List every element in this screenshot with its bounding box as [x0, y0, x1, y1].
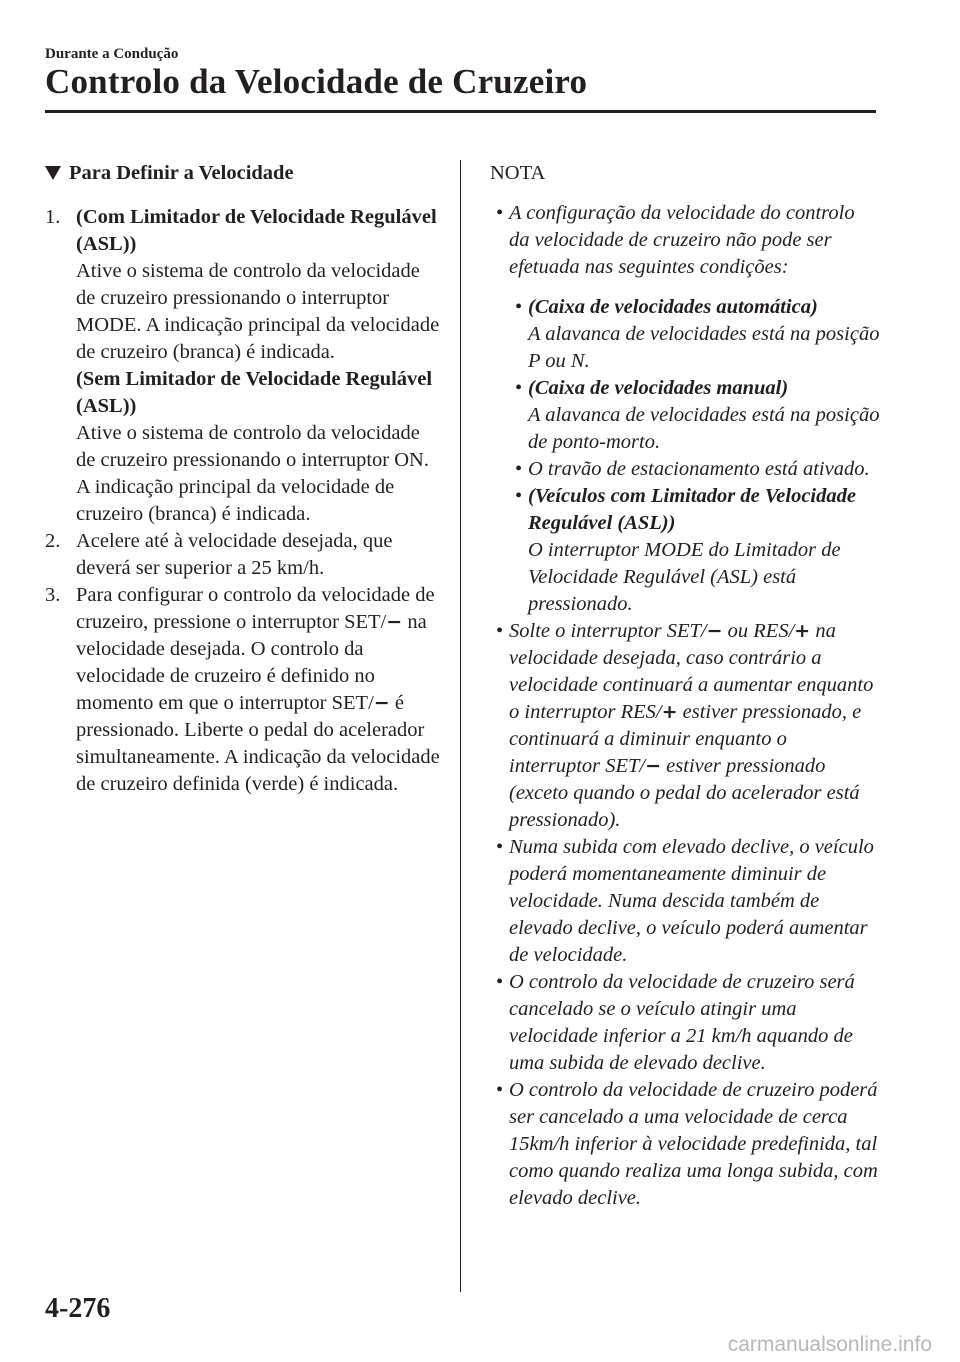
- bullet-icon: •: [496, 836, 504, 858]
- bullet-icon: •: [496, 620, 504, 642]
- minus-icon: −: [386, 611, 403, 633]
- note-5-text: O controlo da velocidade de cruzeiro poderá ser cancelado a uma velocidade de cerca 15km/h inferior à velocidade predefinida, tal como quando realiza uma longa subida, com elevado declive.: [509, 1079, 878, 1209]
- condition-item: [509, 483, 880, 618]
- step-3-text-part: Para configurar o controlo da velocidade de cruzeiro, pressione o interruptor SET/: [76, 584, 435, 633]
- left-column: [45, 160, 440, 798]
- notes-list: [490, 200, 880, 1212]
- step-3-text-part: é pressionado. Liberte o pedal do acelerador simultaneamente. A indicação da velocidade de cruzeiro definida (verde) é indicada.: [76, 692, 440, 795]
- condition-text: A alavanca de velocidades está na posição de ponto-morto.: [528, 404, 880, 453]
- condition-text: O travão de estacionamento está ativado.: [528, 458, 870, 480]
- chapter-label: Durante a Condução: [45, 46, 179, 62]
- steps-list: [45, 204, 440, 798]
- minus-icon: −: [373, 692, 390, 714]
- note-item: [490, 1077, 880, 1212]
- note-2-text: [509, 618, 880, 834]
- note-2-text-part: ou RES/: [722, 620, 795, 642]
- note-1-conditions: [509, 294, 880, 618]
- plus-icon: +: [794, 620, 811, 642]
- right-column: [490, 160, 880, 1212]
- bullet-icon: •: [515, 377, 523, 399]
- minus-icon: −: [706, 620, 723, 642]
- page-number: 4-276: [45, 1293, 111, 1324]
- column-divider: [460, 160, 461, 1292]
- step-1-without-asl-title: (Sem Limitador de Velocidade Regulável (ASL)): [76, 368, 433, 417]
- note-2-text-part: estiver pressionado, e continuará a diminuir enquanto o interruptor SET/: [509, 701, 862, 777]
- step-number: 1.: [45, 206, 61, 228]
- bullet-icon: •: [515, 485, 523, 507]
- condition-text: O interruptor MODE do Limitador de Velocidade Regulável (ASL) está pressionado.: [528, 539, 841, 615]
- note-item: [490, 969, 880, 1077]
- condition-item: [509, 375, 880, 456]
- condition-title: (Caixa de velocidades automática): [528, 296, 818, 318]
- note-3-text: Numa subida com elevado declive, o veículo poderá momentaneamente diminuir de velocidade. Numa descida também de elevado declive, o veículo poderá aumentar de velocidade.: [509, 836, 874, 966]
- note-1-intro: A configuração da velocidade do controlo da velocidade de cruzeiro não pode ser efetuada nas seguintes condições:: [509, 202, 855, 278]
- step-1-with-asl-text: Ative o sistema de controlo da velocidade de cruzeiro pressionando o interruptor MODE. A indicação principal da velocidade de cruzeiro (branca) é indicada.: [76, 260, 440, 363]
- nota-label: NOTA: [490, 162, 546, 184]
- step-2-text: Acelere até à velocidade desejada, que deverá ser superior a 25 km/h.: [76, 530, 393, 579]
- note-2-text-part: estiver pressionado (exceto quando o pedal do acelerador está pressionado).: [509, 755, 860, 831]
- section-heading: [45, 160, 440, 187]
- bullet-icon: •: [496, 202, 504, 224]
- step-1: [45, 204, 440, 528]
- note-4-text: O controlo da velocidade de cruzeiro será cancelado se o veículo atingir uma velocidade inferior a 21 km/h aquando de uma subida de elevado declive.: [509, 971, 855, 1074]
- step-1-without-asl-text: Ative o sistema de controlo da velocidade de cruzeiro pressionando o interruptor ON. A indicação principal da velocidade de cruzeiro (branca) é indicada.: [76, 422, 429, 525]
- page-title: Controlo da Velocidade de Cruzeiro: [45, 62, 588, 101]
- condition-title: (Veículos com Limitador de Velocidade Regulável (ASL)): [528, 485, 856, 534]
- bullet-icon: •: [496, 971, 504, 993]
- step-3-text: [76, 582, 440, 798]
- step-number: 2.: [45, 530, 61, 552]
- title-rule: [45, 110, 876, 113]
- watermark: carmanualsonline.info: [727, 1333, 932, 1356]
- condition-item: [509, 294, 880, 375]
- condition-title: (Caixa de velocidades manual): [528, 377, 789, 399]
- condition-item: [509, 456, 880, 483]
- condition-text: A alavanca de velocidades está na posição P ou N.: [528, 323, 880, 372]
- step-3-text-part: na velocidade desejada. O controlo da velocidade de cruzeiro é definido no momento em que o interruptor SET/: [76, 611, 427, 714]
- note-2-text-part: na velocidade desejada, caso contrário a velocidade continuará a aumentar enquanto o interruptor RES/: [509, 620, 874, 723]
- step-number: 3.: [45, 584, 61, 606]
- note-item: [490, 618, 880, 834]
- minus-icon: −: [645, 755, 662, 777]
- section-heading-text: Para Definir a Velocidade: [69, 162, 294, 184]
- bullet-icon: •: [515, 458, 523, 480]
- note-item: [490, 834, 880, 969]
- step-3: [45, 582, 440, 798]
- bullet-icon: •: [515, 296, 523, 318]
- step-2: [45, 528, 440, 582]
- step-1-with-asl-title: (Com Limitador de Velocidade Regulável (ASL)): [76, 206, 437, 255]
- note-2-text-part: Solte o interruptor SET/: [509, 620, 707, 642]
- triangle-marker-icon: [45, 166, 61, 180]
- note-item: [490, 200, 880, 618]
- plus-icon: +: [661, 701, 678, 723]
- bullet-icon: •: [496, 1079, 504, 1101]
